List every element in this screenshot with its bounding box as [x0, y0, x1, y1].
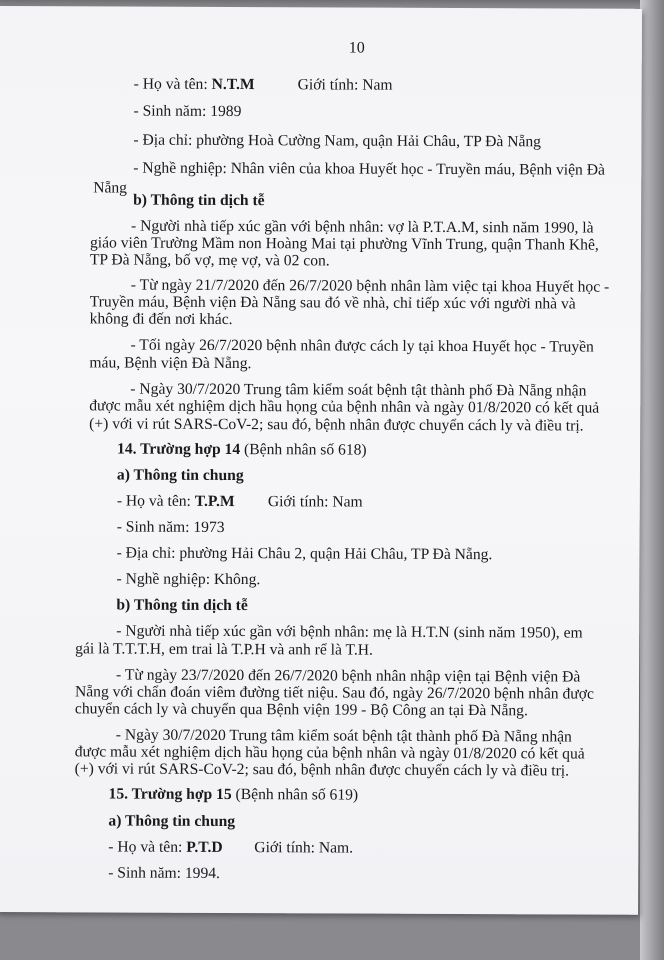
- case14-heading: [117, 441, 367, 460]
- case14-general-heading: a) Thông tin chung: [116, 466, 244, 485]
- case13-gender: Giới tính: Nam: [297, 76, 393, 94]
- case13-epi-p2-l2: Truyền máu, Bệnh viện Đà Nẵng sau đó về nhà, chỉ tiếp xúc với người nhà và: [89, 293, 576, 313]
- case14-birth-year: - Sinh năm: 1973: [116, 518, 225, 536]
- case14-epi-p2-l2: Nẵng với chẩn đoán viêm đường tiết niệu. Sau đó, ngày 26/7/2020 bệnh nhân được: [74, 683, 594, 703]
- case14-epi-p2-l3: chuyển cách ly và chuyển qua Bệnh viện 199 - Bộ Công an tại Đà Nẵng.: [74, 700, 528, 720]
- case14-name-value: T.P.M: [194, 492, 235, 511]
- case13-epi-p3-l2: máu, Bệnh viện Đà Nẵng.: [89, 354, 252, 373]
- case13-epi-p1-l2: giáo viên Trường Mầm non Hoàng Mai tại phường Vĩnh Trung, quận Thanh Khê,: [89, 234, 599, 254]
- case13-epi-p4-l2: được mẫu xét nghiệm dịch hầu họng của bệnh nhân và ngày 01/8/2020 có kết quả: [89, 397, 600, 417]
- case13-epi-p1-l1: - Người nhà tiếp xúc gần với bệnh nhân: vợ là P.T.A.M, sinh năm 1990, là: [131, 217, 594, 237]
- case14-address: - Địa chỉ: phường Hải Châu 2, quận Hải Châu, TP Đà Nẵng.: [116, 544, 493, 564]
- case13-address: - Địa chỉ: phường Hoà Cường Nam, quận Hải Châu, TP Đà Nẵng: [133, 131, 542, 151]
- case15-name-row: [108, 838, 222, 856]
- case13-epi-p4-l3: (+) với vi rút SARS-CoV-2; sau đó, bệnh nhân được chuyển cách ly và điều trị.: [89, 415, 584, 435]
- page-number: 10: [348, 39, 365, 57]
- case14-heading-patient: (Bệnh nhân số 618): [240, 441, 367, 459]
- case14-epi-p2-l1: - Từ ngày 23/7/2020 đến 26/7/2020 bệnh nhân nhập viện tại Bệnh viện Đà: [116, 666, 581, 686]
- scan-backdrop-right: [640, 0, 664, 960]
- case15-heading: [109, 785, 359, 804]
- case13-name-value: N.T.M: [211, 75, 255, 94]
- case14-heading-title: 14. Trường hợp 14: [117, 440, 241, 459]
- case13-epi-p1-l3: TP Đà Nẵng, bố vợ, mẹ vợ, và 02 con.: [89, 251, 330, 270]
- case15-heading-patient: (Bệnh nhân số 619): [231, 786, 359, 804]
- document-page: [0, 6, 642, 915]
- case13-epi-p3-l1: - Tối ngày 26/7/2020 bệnh nhân được cách ly tại khoa Huyết học - Truyền: [130, 336, 594, 356]
- case15-name-value: P.T.D: [186, 838, 223, 856]
- case14-name-label: - Họ và tên:: [116, 492, 195, 510]
- case14-name-row: [117, 493, 235, 512]
- case13-occupation-line2: Nẵng: [93, 179, 128, 197]
- case13-name-row: [134, 76, 255, 95]
- case14-epi-p1-l2: gái là T.T.T.H, em trai là T.P.H và anh rể là T.H.: [75, 640, 374, 659]
- case15-name-label: - Họ và tên:: [108, 838, 187, 856]
- case14-occupation: - Nghề nghiệp: Không.: [116, 570, 261, 589]
- case13-occupation-line1: - Nghề nghiệp: Nhân viên của khoa Huyết học - Truyền máu, Bệnh viện Đà: [133, 159, 605, 179]
- case13-epi-p4-l1: - Ngày 30/7/2020 Trung tâm kiểm soát bệnh tật thành phố Đà Nẵng nhận: [130, 380, 587, 400]
- case15-heading-title: 15. Trường hợp 15: [108, 785, 232, 804]
- case14-epi-heading: b) Thông tin dịch tễ: [116, 596, 248, 615]
- case13-epi-p2-l1: - Từ ngày 21/7/2020 đến 26/7/2020 bệnh nhân làm việc tại khoa Huyết học -: [130, 276, 610, 296]
- case14-epi-p3-l2: được mẫu xét nghiệm dịch hầu họng của bệnh nhân và ngày 01/8/2020 có kết quả: [74, 743, 585, 763]
- case13-birth-year: - Sinh năm: 1989: [133, 102, 242, 121]
- page-content: [0, 6, 642, 915]
- case14-epi-p3-l1: - Ngày 30/7/2020 Trung tâm kiểm soát bệnh tật thành phố Đà Nẵng nhận: [115, 726, 572, 746]
- case13-epi-p2-l3: không đi đến nơi khác.: [89, 310, 233, 329]
- case14-gender: Giới tính: Nam: [267, 493, 363, 511]
- case15-general-heading: a) Thông tin chung: [108, 812, 236, 831]
- case13-name-label: - Họ và tên:: [133, 75, 212, 93]
- case14-epi-p1-l1: - Người nhà tiếp xúc gần với bệnh nhân: mẹ là H.T.N (sinh năm 1950), em: [116, 622, 583, 642]
- case15-birth-year: - Sinh năm: 1994.: [108, 864, 221, 882]
- case15-gender: Giới tính: Nam.: [254, 839, 354, 857]
- case13-epi-heading: b) Thông tin dịch tễ: [133, 191, 265, 210]
- case14-epi-p3-l3: (+) với vi rút SARS-CoV-2; sau đó, bệnh nhân được chuyển cách ly và điều trị.: [74, 760, 570, 780]
